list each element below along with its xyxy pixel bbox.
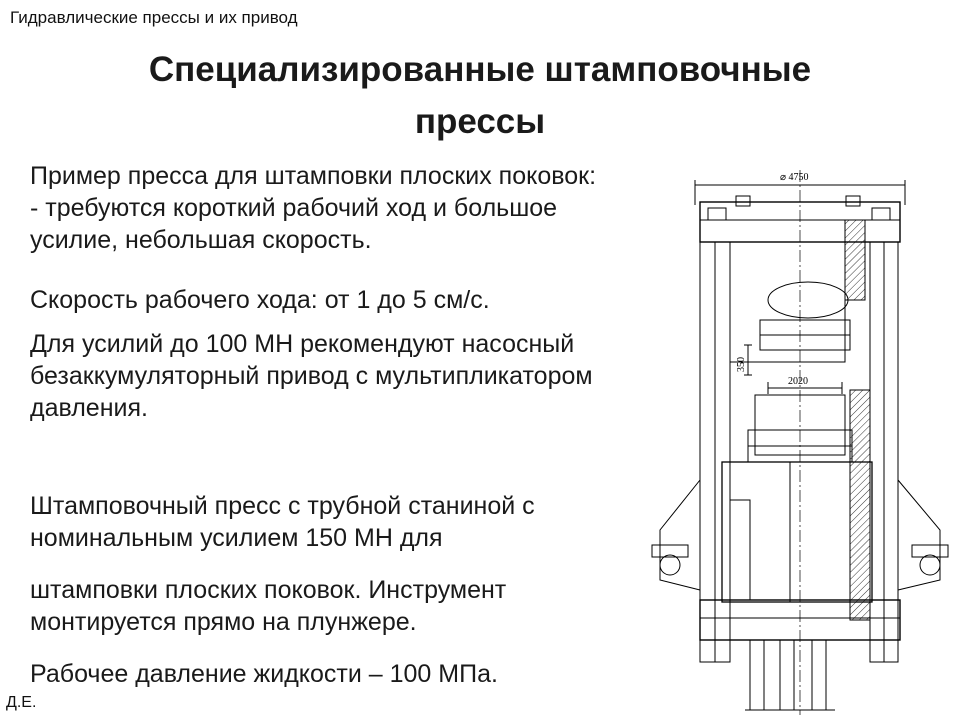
paragraph-line: безаккумуляторный привод с мультипликатором xyxy=(30,362,593,390)
paragraph-line: усилие, небольшая скорость. xyxy=(30,226,372,254)
slide-title-line: прессы xyxy=(414,102,546,141)
press-drawing xyxy=(640,160,960,720)
paragraph-line: Штамповочный пресс с трубной станиной с xyxy=(30,492,535,520)
paragraph-line: Скорость рабочего хода: от 1 до 5 см/с. xyxy=(30,286,490,314)
paragraph-pressure xyxy=(30,658,710,690)
paragraph-line: - требуются короткий рабочий ход и большое xyxy=(30,194,558,222)
paragraph-line: Рабочее давление жидкости – 100 МПа. xyxy=(30,660,498,688)
paragraph-line: штамповки плоских поковок. Инструмент xyxy=(30,576,507,604)
dim-height-label: 350 xyxy=(736,357,747,372)
paragraph-line: монтируется прямо на плунжере. xyxy=(30,608,417,636)
paragraph-intro xyxy=(30,160,710,256)
paragraph-speed xyxy=(30,284,710,316)
dim-diameter-label: ⌀ 4750 xyxy=(780,172,809,183)
paragraph-tool xyxy=(30,574,710,638)
press-drawing-svg xyxy=(640,160,960,720)
paragraph-line: номинальным усилием 150 МН для xyxy=(30,524,443,552)
paragraph-line: давления. xyxy=(30,394,148,422)
paragraph-press-desc xyxy=(30,490,710,554)
slide-title-line: Специализированные штамповочные xyxy=(148,50,812,89)
footer-label: Д.Е. xyxy=(6,694,37,711)
header-label: Гидравлические прессы и их привод xyxy=(10,8,298,27)
paragraph-line: Пример пресса для штамповки плоских поковок: xyxy=(30,162,597,190)
paragraph-drive xyxy=(30,328,710,424)
dim-width-label: 2020 xyxy=(788,376,808,387)
slide-title xyxy=(40,44,920,148)
paragraph-line: Для усилий до 100 МН рекомендуют насосный xyxy=(30,330,575,358)
